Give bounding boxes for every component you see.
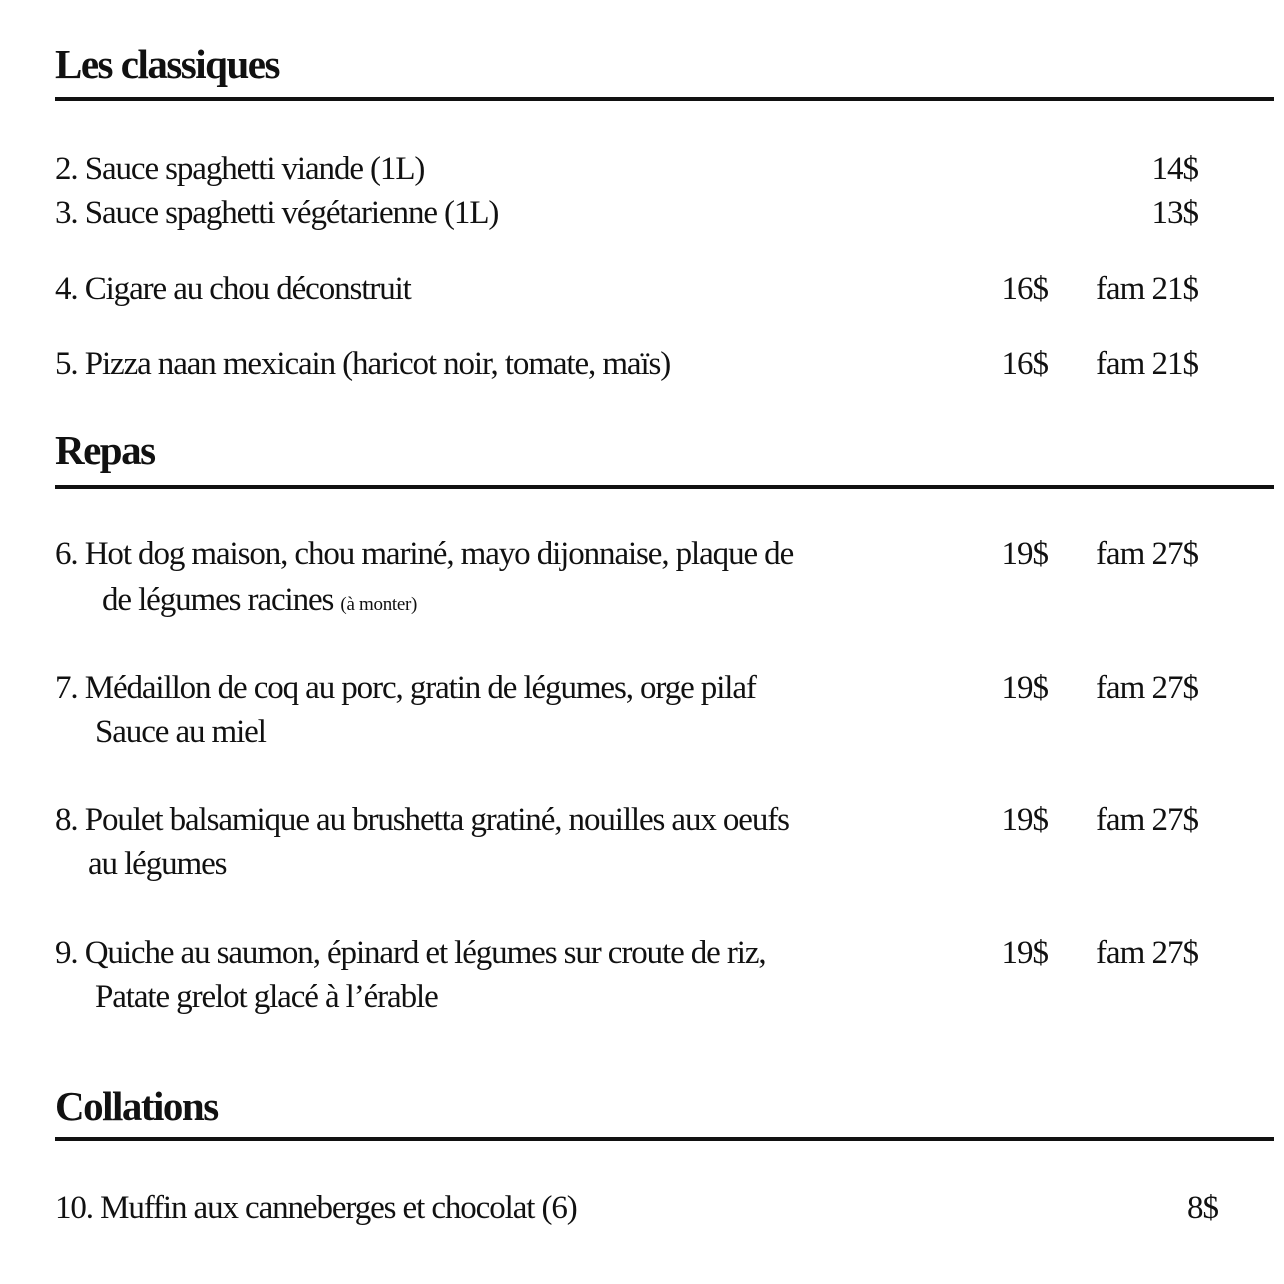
item-label: 10. Muffin aux canneberges et chocolat (6)	[55, 1190, 577, 1226]
item-label-continuation: de légumes racines (à monter)	[102, 582, 418, 618]
item-family-price: fam 27$	[1095, 935, 1198, 971]
item-label: 2. Sauce spaghetti viande (1L)	[55, 151, 425, 187]
item-label: 6. Hot dog maison, chou mariné, mayo dijonnaise, plaque de	[55, 536, 794, 572]
item-family-price: fam 21$	[1095, 346, 1198, 382]
section-divider	[55, 1137, 1274, 1141]
section-divider	[55, 485, 1274, 489]
item-family-price: fam 27$	[1095, 802, 1198, 838]
section-title-repas: Repas	[55, 427, 155, 473]
item-family-price: fam 21$	[1095, 271, 1198, 307]
item-price: 16$	[1001, 346, 1048, 382]
section-divider	[55, 97, 1274, 101]
item-label-continuation: au légumes	[88, 846, 227, 882]
item-price: 14$	[1151, 151, 1198, 187]
item-price: 19$	[1001, 670, 1048, 706]
item-label-continuation: Sauce au miel	[95, 714, 266, 750]
item-note: (à monter)	[340, 594, 418, 615]
item-price: 19$	[1001, 536, 1048, 572]
item-label: 5. Pizza naan mexicain (haricot noir, tomate, maïs)	[55, 346, 671, 382]
item-family-price: fam 27$	[1095, 670, 1198, 706]
item-label-continuation: Patate grelot glacé à l’érable	[95, 979, 438, 1015]
item-price: 8$	[1187, 1190, 1218, 1226]
section-title-les-classiques: Les classiques	[55, 41, 279, 87]
item-price: 16$	[1001, 271, 1048, 307]
item-price: 13$	[1151, 195, 1198, 231]
item-price: 19$	[1001, 802, 1048, 838]
item-label: 4. Cigare au chou déconstruit	[55, 271, 411, 307]
item-label: 8. Poulet balsamique au brushetta gratiné, nouilles aux oeufs	[55, 802, 789, 838]
item-family-price: fam 27$	[1095, 536, 1198, 572]
section-title-collations: Collations	[55, 1083, 218, 1129]
item-label: 9. Quiche au saumon, épinard et légumes sur croute de riz,	[55, 935, 766, 971]
item-label: 3. Sauce spaghetti végétarienne (1L)	[55, 195, 499, 231]
item-label: 7. Médaillon de coq au porc, gratin de légumes, orge pilaf	[55, 670, 756, 706]
item-price: 19$	[1001, 935, 1048, 971]
